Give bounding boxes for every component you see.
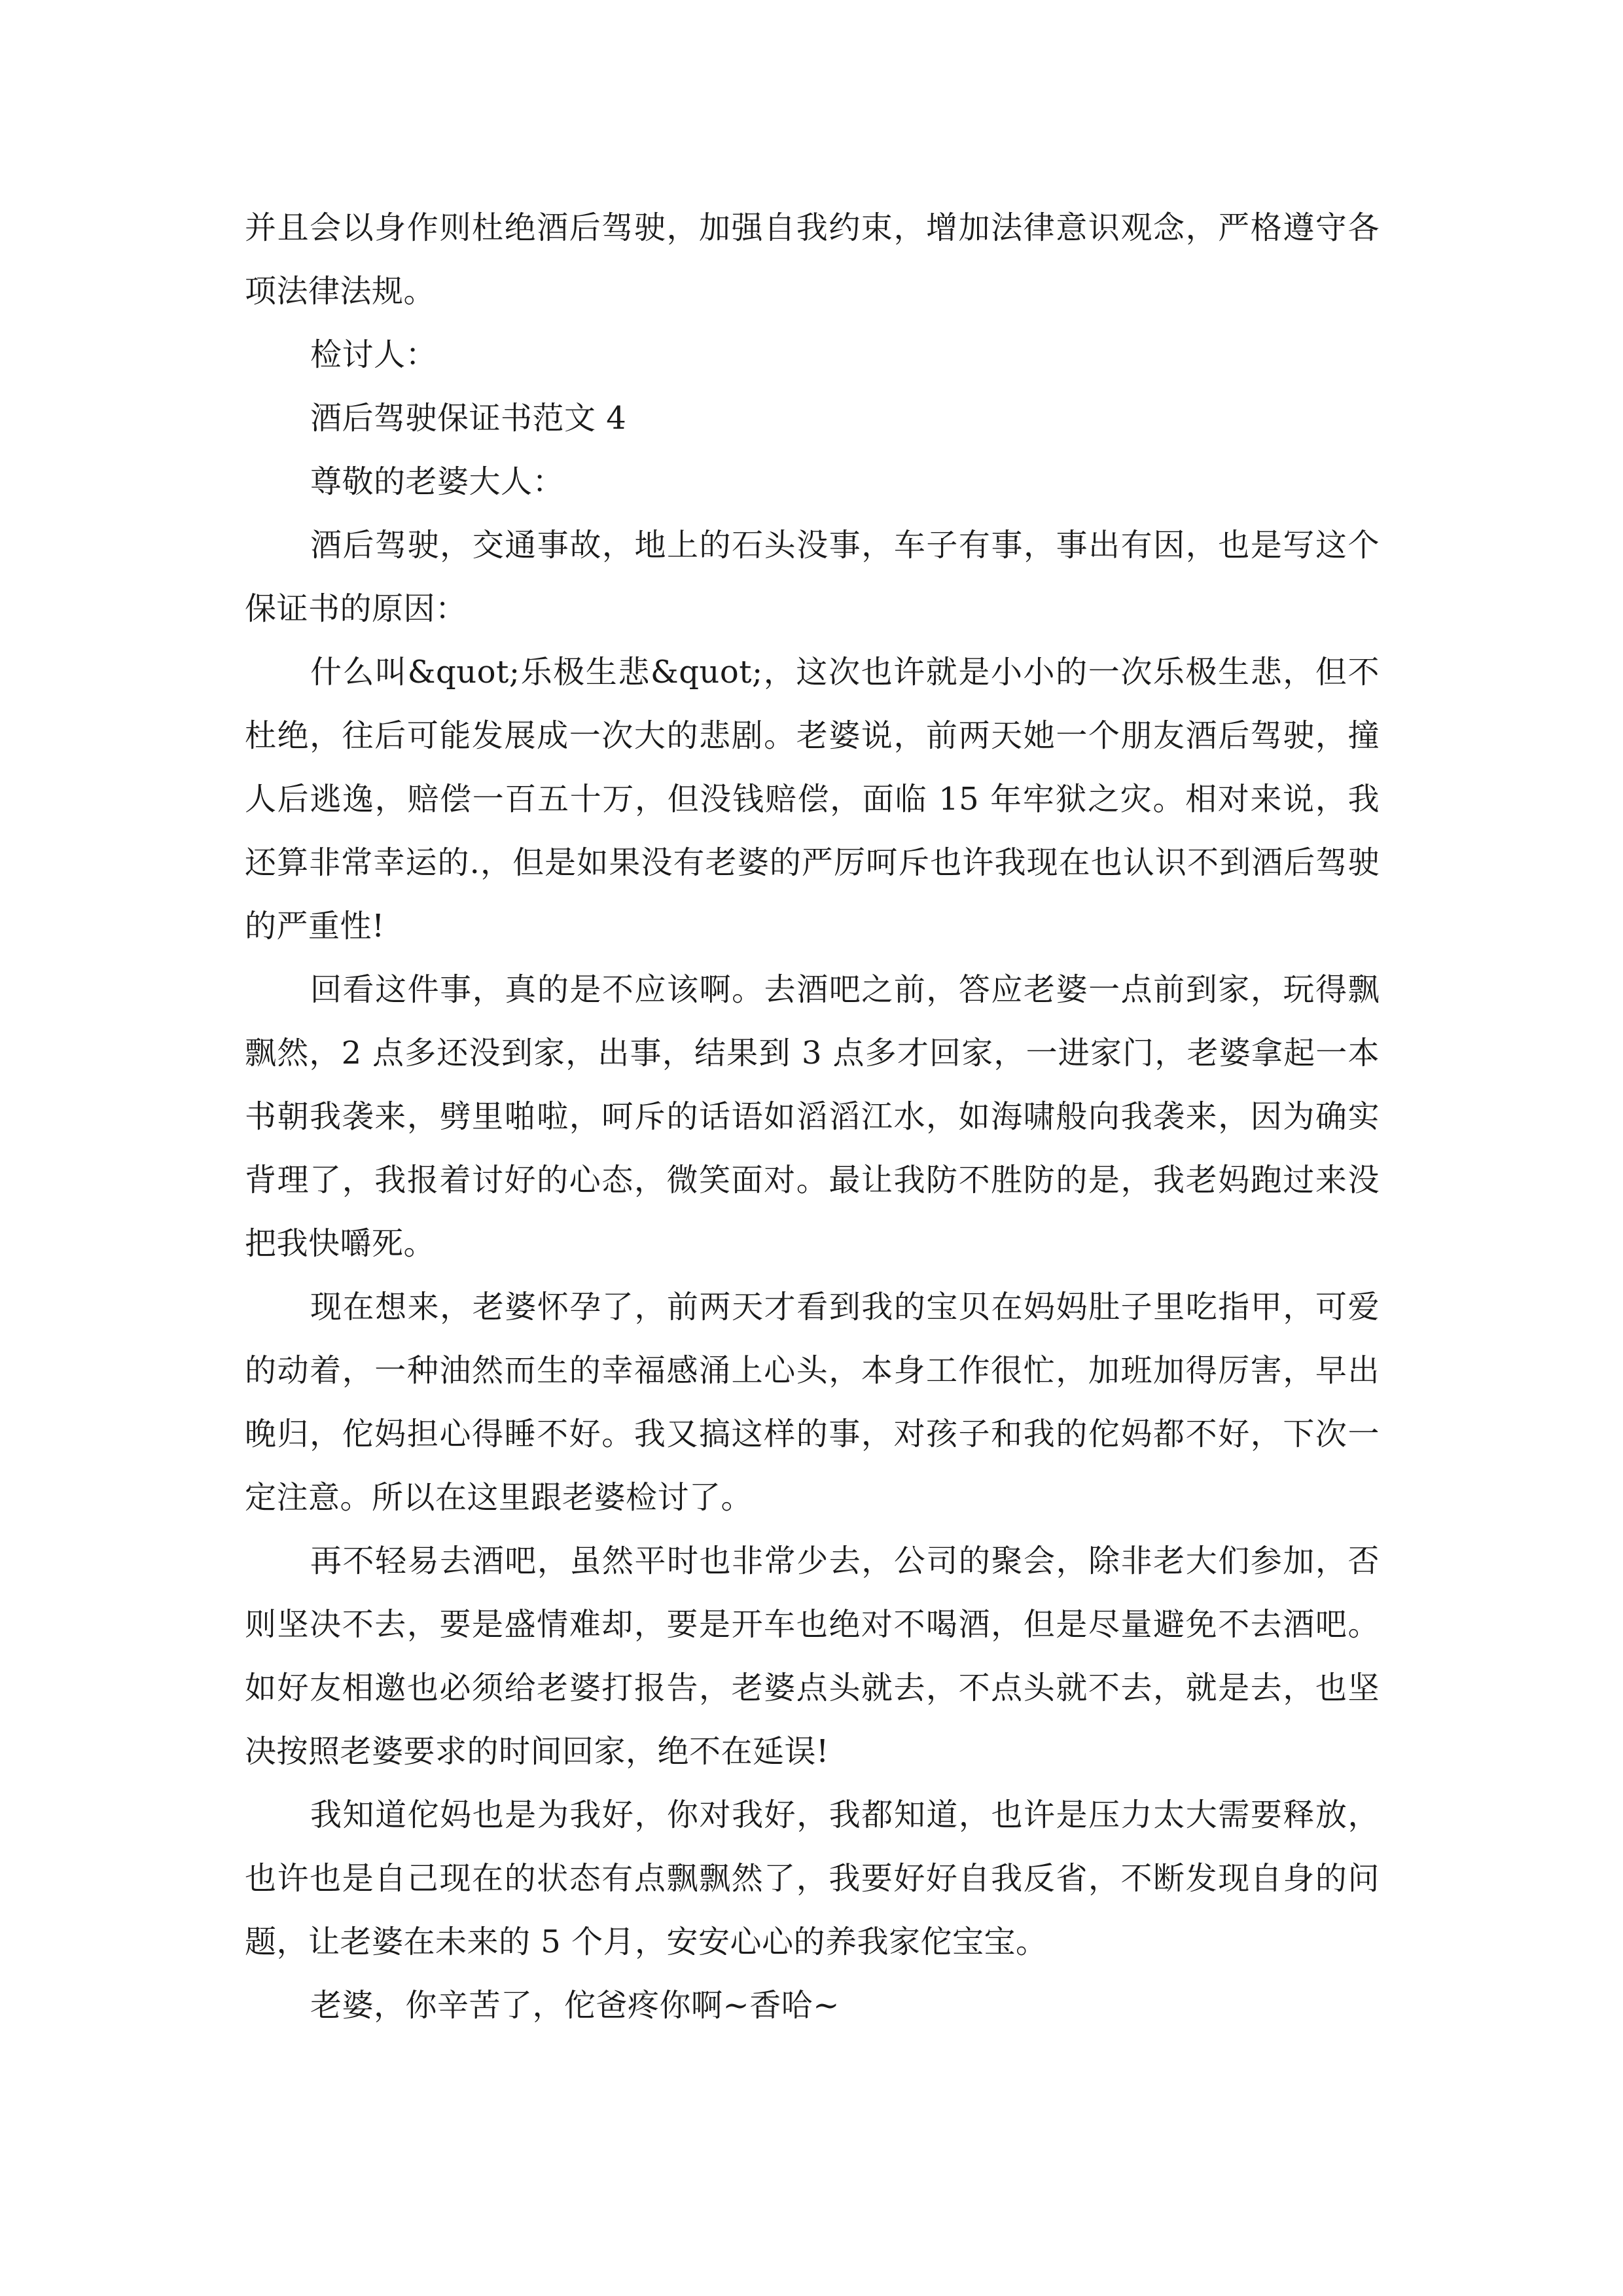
paragraph: 再不轻易去酒吧，虽然平时也非常少去，公司的聚会，除非老大们参加，否则坚决不去，要是盛情难却，要是开车也绝对不喝酒，但是尽量避免不去酒吧。如好友相邀也必须给老婆打报告，老婆点头就去，不点头就不去，就是去，也坚决按照老婆要求的时间回家，绝不在延误! bbox=[245, 1543, 1380, 1770]
signature-line: 检讨人： bbox=[310, 336, 438, 373]
paragraph: 酒后驾驶，交通事故，地上的石头没事，车子有事，事出有因，也是写这个保证书的原因： bbox=[245, 527, 1380, 627]
document-body bbox=[245, 196, 1380, 2037]
paragraph: 我知道佗妈也是为我好，你对我好，我都知道，也许是压力太大需要释放，也许也是自己现在的状态有点飘飘然了，我要好好自我反省，不断发现自身的问题，让老婆在未来的 5 个月，安安心心的养我家佗宝宝。 bbox=[245, 1797, 1380, 1960]
paragraph: 什么叫&quot;乐极生悲&quot;，这次也许就是小小的一次乐极生悲，但不杜绝，往后可能发展成一次大的悲剧。老婆说，前两天她一个朋友酒后驾驶，撞人后逃逸，赔偿一百五十万，但没钱赔偿，面临 15 年牢狱之灾。相对来说，我还算非常幸运的.，但是如果没有老婆的严厉呵斥也许我现在也认识不到酒后驾驶的严重性! bbox=[245, 654, 1380, 944]
section-title: 酒后驾驶保证书范文 4 bbox=[310, 400, 627, 437]
paragraph: 回看这件事，真的是不应该啊。去酒吧之前，答应老婆一点前到家，玩得飘飘然，2 点多还没到家，出事，结果到 3 点多才回家，一进家门，老婆拿起一本书朝我袭来，劈里啪啦，呵斥的话语如滔滔江水，如海啸般向我袭来，因为确实背理了，我报着讨好的心态，微笑面对。最让我防不胜防的是，我老妈跑过来没把我快嚼死。 bbox=[245, 971, 1380, 1262]
paragraph-continuation: 并且会以身作则杜绝酒后驾驶，加强自我约束，增加法律意识观念，严格遵守各项法律法规。 bbox=[245, 209, 1380, 310]
salutation: 尊敬的老婆大人： bbox=[310, 463, 565, 500]
paragraph: 现在想来，老婆怀孕了，前两天才看到我的宝贝在妈妈肚子里吃指甲，可爱的动着，一种油然而生的幸福感涌上心头，本身工作很忙，加班加得厉害，早出晚归，佗妈担心得睡不好。我又搞这样的事，对孩子和我的佗妈都不好，下次一定注意。所以在这里跟老婆检讨了。 bbox=[245, 1289, 1380, 1516]
closing-line: 老婆，你辛苦了，佗爸疼你啊~香哈~ bbox=[310, 1987, 840, 2024]
